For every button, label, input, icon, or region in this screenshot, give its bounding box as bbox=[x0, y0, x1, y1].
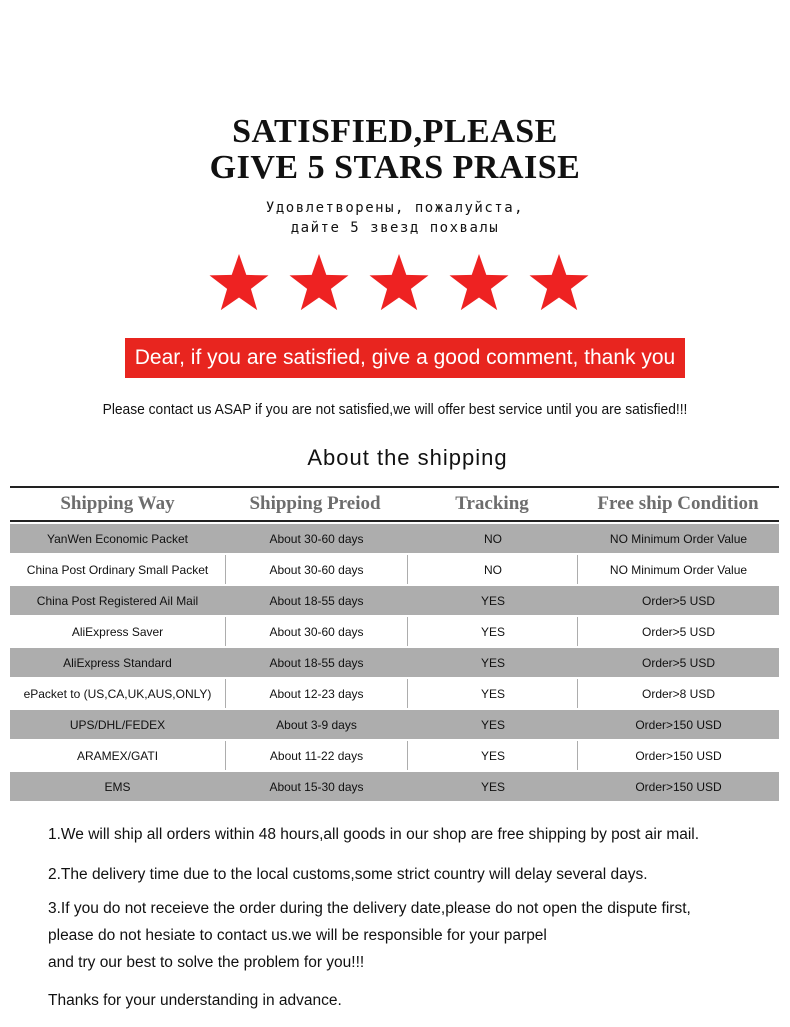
note-3-line-1: 3.If you do not receieve the order during the delivery date,please do not open the dispute first, bbox=[48, 900, 691, 917]
column-divider bbox=[577, 555, 578, 584]
column-divider bbox=[407, 679, 408, 708]
column-divider bbox=[577, 679, 578, 708]
table-row bbox=[10, 555, 779, 584]
cell-tracking: YES bbox=[480, 687, 505, 701]
cell-free-ship-condition: Order>8 USD bbox=[641, 687, 716, 701]
table-row bbox=[10, 648, 779, 677]
cell-shipping-way: ARAMEX/GATI bbox=[76, 749, 159, 763]
column-divider bbox=[407, 741, 408, 770]
cell-shipping-way: China Post Registered Ail Mail bbox=[36, 594, 199, 608]
cell-shipping-period: About 18-55 days bbox=[269, 594, 364, 608]
column-divider bbox=[577, 617, 578, 646]
table-row bbox=[10, 679, 779, 708]
table-row bbox=[10, 617, 779, 646]
column-divider bbox=[225, 555, 226, 584]
cell-free-ship-condition: Order>150 USD bbox=[635, 749, 722, 763]
cell-shipping-way: AliExpress Standard bbox=[63, 656, 172, 670]
column-divider bbox=[407, 617, 408, 646]
note-1: 1.We will ship all orders within 48 hours,all goods in our shop are free shipping by post air mail. bbox=[48, 826, 700, 843]
column-divider bbox=[225, 679, 226, 708]
cell-shipping-way: China Post Ordinary Small Packet bbox=[26, 563, 209, 577]
cell-tracking: YES bbox=[480, 625, 505, 639]
header-tracking: Tracking bbox=[455, 493, 529, 514]
cell-free-ship-condition: Order>5 USD bbox=[641, 656, 716, 670]
shipping-table-body bbox=[10, 524, 779, 801]
cell-shipping-period: About 15-30 days bbox=[269, 780, 364, 794]
header-shipping-way: Shipping Way bbox=[60, 493, 175, 514]
cell-free-ship-condition: Order>5 USD bbox=[641, 594, 716, 608]
star-icon bbox=[450, 254, 509, 310]
cell-shipping-period: About 3-9 days bbox=[276, 718, 357, 732]
cell-tracking: YES bbox=[480, 594, 505, 608]
star-icon bbox=[530, 254, 589, 310]
russian-subtitle-line-1: Удовлетворены, пожалуйста, bbox=[265, 200, 525, 216]
contact-message: Please contact us ASAP if you are not satisfied,we will offer best service until you are satisfied!!! bbox=[102, 401, 688, 418]
cell-tracking: YES bbox=[480, 718, 505, 732]
cell-tracking: YES bbox=[480, 780, 505, 794]
column-divider bbox=[225, 741, 226, 770]
cell-shipping-way: EMS bbox=[104, 780, 131, 794]
column-divider bbox=[407, 555, 408, 584]
cell-shipping-period: About 12-23 days bbox=[269, 687, 364, 701]
table-row bbox=[10, 772, 779, 801]
column-divider bbox=[577, 741, 578, 770]
note-3-line-2: please do not hesiate to contact us.we will be responsible for your parpel bbox=[48, 927, 547, 944]
shipping-section-title: About the shipping bbox=[307, 445, 508, 470]
shipping-table bbox=[10, 486, 779, 801]
table-row bbox=[10, 586, 779, 615]
cell-shipping-period: About 30-60 days bbox=[269, 625, 364, 639]
cell-free-ship-condition: NO Minimum Order Value bbox=[609, 532, 748, 546]
cell-free-ship-condition: NO Minimum Order Value bbox=[609, 563, 748, 577]
good-comment-banner: Dear, if you are satisfied, give a good comment, thank you bbox=[125, 338, 685, 378]
cell-tracking: YES bbox=[480, 749, 505, 763]
cell-free-ship-condition: Order>150 USD bbox=[635, 718, 722, 732]
cell-free-ship-condition: Order>150 USD bbox=[635, 780, 722, 794]
table-row bbox=[10, 524, 779, 553]
cell-shipping-way: YanWen Economic Packet bbox=[47, 532, 188, 546]
cell-shipping-way: UPS/DHL/FEDEX bbox=[69, 718, 166, 732]
star-icon bbox=[210, 254, 269, 310]
header-free-ship-condition: Free ship Condition bbox=[597, 493, 759, 514]
note-3-line-3: and try our best to solve the problem for you!!! bbox=[48, 954, 365, 971]
note-2: 2.The delivery time due to the local customs,some strict country will delay several days. bbox=[48, 866, 648, 883]
cell-shipping-period: About 30-60 days bbox=[269, 563, 364, 577]
cell-shipping-way: AliExpress Saver bbox=[71, 625, 164, 639]
cell-shipping-period: About 30-60 days bbox=[269, 532, 364, 546]
cell-tracking: NO bbox=[484, 563, 502, 577]
cell-shipping-period: About 18-55 days bbox=[269, 656, 364, 670]
cell-free-ship-condition: Order>5 USD bbox=[641, 625, 716, 639]
page-title-line-1: SATISFIED,PLEASE bbox=[232, 113, 558, 150]
cell-shipping-period: About 11-22 days bbox=[269, 749, 364, 763]
star-icon bbox=[290, 254, 349, 310]
russian-subtitle-line-2: дайте 5 звезд похвалы bbox=[290, 220, 500, 236]
cell-tracking: YES bbox=[480, 656, 505, 670]
five-star-rating bbox=[0, 252, 790, 318]
cell-shipping-way: ePacket to (US,CA,UK,AUS,ONLY) bbox=[23, 687, 212, 701]
page-title-line-2: GIVE 5 STARS PRAISE bbox=[209, 149, 581, 186]
thanks-note: Thanks for your understanding in advance. bbox=[48, 992, 342, 1009]
cell-tracking: NO bbox=[484, 532, 502, 546]
table-row bbox=[10, 741, 779, 770]
column-divider bbox=[225, 617, 226, 646]
shipping-table-header bbox=[10, 486, 779, 522]
header-shipping-period: Shipping Preiod bbox=[249, 493, 381, 514]
star-icon bbox=[370, 254, 429, 310]
table-row bbox=[10, 710, 779, 739]
